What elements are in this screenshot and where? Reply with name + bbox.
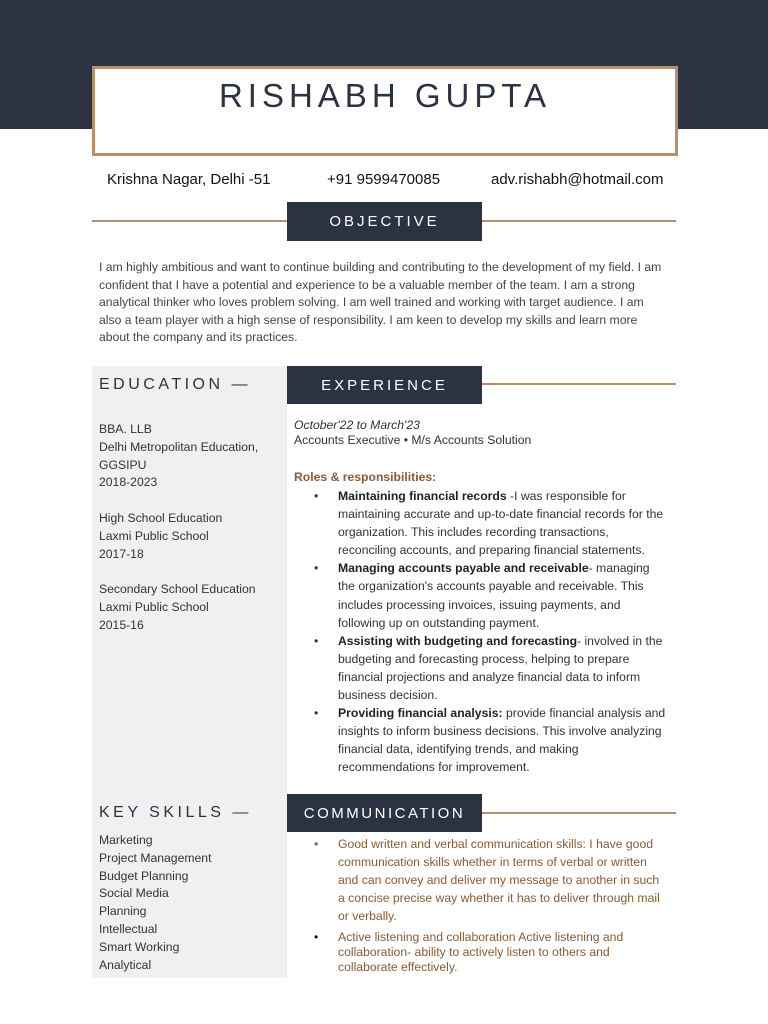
communication-heading bbox=[287, 794, 482, 832]
contact-email[interactable]: adv.rishabh@hotmail.com bbox=[491, 171, 664, 188]
education-institution: Laxmi Public School bbox=[99, 599, 209, 614]
skill-item: Planning bbox=[99, 904, 147, 919]
responsibility-title: Maintaining financial records bbox=[338, 489, 507, 503]
list-item bbox=[294, 559, 668, 631]
contact-address: Krishna Nagar, Delhi -51 bbox=[107, 171, 271, 188]
responsibility-title: Providing financial analysis: bbox=[338, 706, 503, 721]
education-years: 2018-2023 bbox=[99, 475, 158, 490]
skills-list bbox=[99, 832, 211, 974]
education-entry bbox=[99, 510, 222, 563]
skill-item: Budget Planning bbox=[99, 868, 189, 883]
objective-paragraph: I am highly ambitious and want to continue building and contributing to the development of my field. I am confident that I have a potential and experience to be a valuable member of the team. I am a strong analytical thinker who loves problem solving. I am well trained and working with target audience. I am also a team player with a high sense of responsibility. I am keen to develop my skills and learn more about the company and its practices. bbox=[99, 260, 662, 344]
roles-heading: Roles & responsibilities: bbox=[294, 470, 437, 484]
education-degree: Secondary School Education bbox=[99, 582, 256, 596]
list-item bbox=[294, 704, 668, 776]
responsibility-title: Assisting with budgeting and forecasting bbox=[338, 633, 578, 648]
experience-divider bbox=[482, 383, 676, 385]
education-years: 2015-16 bbox=[99, 617, 144, 632]
bullet-icon: • bbox=[314, 633, 319, 648]
key-skills-heading: KEY SKILLS — bbox=[99, 804, 252, 821]
bullet-icon: • bbox=[314, 706, 319, 721]
education-heading: EDUCATION — bbox=[99, 376, 251, 393]
education-years: 2017-18 bbox=[99, 546, 144, 561]
responsibility-text: - managing the organization's accounts payable and receivable. This includes processing invoices, issuing payments, and following up on outstanding payment. bbox=[338, 561, 650, 630]
skill-item: Analytical bbox=[99, 957, 152, 972]
communication-divider bbox=[482, 812, 676, 814]
education-degree: BBA. LLB bbox=[99, 422, 152, 436]
responsibility-text: provide financial analysis and insights to inform business decisions. This involve analyzing financial data, identifying trends, and making recommendations for improvement. bbox=[338, 706, 666, 775]
list-item bbox=[294, 487, 668, 559]
skill-item: Social Media bbox=[99, 886, 169, 901]
bullet-icon: • bbox=[314, 930, 319, 944]
experience-role: Accounts Executive • M/s Accounts Solution bbox=[294, 433, 532, 447]
bullet-icon: • bbox=[314, 561, 319, 576]
candidate-name: RISHABH GUPTA bbox=[218, 77, 552, 114]
list-item bbox=[294, 930, 668, 975]
list-item bbox=[294, 835, 668, 925]
bullet-icon: • bbox=[314, 837, 319, 851]
skill-item: Smart Working bbox=[99, 939, 180, 954]
experience-heading bbox=[287, 366, 482, 404]
contact-phone: +91 9599470085 bbox=[327, 171, 441, 188]
skill-item: Intellectual bbox=[99, 921, 158, 936]
education-entry bbox=[99, 421, 258, 492]
bullet-icon: • bbox=[314, 489, 319, 503]
communication-heading-label: COMMUNICATION bbox=[303, 804, 466, 822]
name-box bbox=[92, 66, 678, 156]
responsibilities-list bbox=[294, 487, 668, 777]
experience-heading-label: EXPERIENCE bbox=[321, 376, 448, 394]
education-institution: Delhi Metropolitan Education, bbox=[99, 439, 259, 454]
list-item bbox=[294, 632, 668, 704]
objective-heading-label: OBJECTIVE bbox=[329, 213, 440, 230]
experience-date: October'22 to March'23 bbox=[294, 418, 420, 432]
education-degree: High School Education bbox=[99, 511, 223, 525]
education-institution: GGSIPU bbox=[99, 457, 147, 472]
responsibility-text: - involved in the budgeting and forecasting process, helping to prepare financial projections and analyze financial data to inform business decision. bbox=[338, 633, 663, 703]
education-entry bbox=[99, 581, 256, 634]
communication-text: Good written and verbal communication skills: I have good communication skills whether in terms of verbal or written and can convey and deliver my message to another in such a concise precise way whether it has to deliver through mail or verbally. bbox=[338, 837, 660, 923]
communication-text: Active listening and collaboration Active listening and collaboration- ability to actively listen to others and collaborate effectively. bbox=[338, 930, 624, 974]
skill-item: Project Management bbox=[99, 850, 212, 865]
education-institution: Laxmi Public School bbox=[99, 528, 209, 543]
communication-list bbox=[294, 835, 668, 975]
skill-item: Marketing bbox=[99, 833, 153, 847]
responsibility-text: -I was responsible for maintaining accurate and up-to-date financial records for the organization. This includes recording transactions, reconciling accounts, and preparing financial statements. bbox=[338, 489, 664, 558]
responsibility-title: Managing accounts payable and receivable bbox=[338, 561, 589, 576]
objective-heading bbox=[287, 202, 482, 241]
